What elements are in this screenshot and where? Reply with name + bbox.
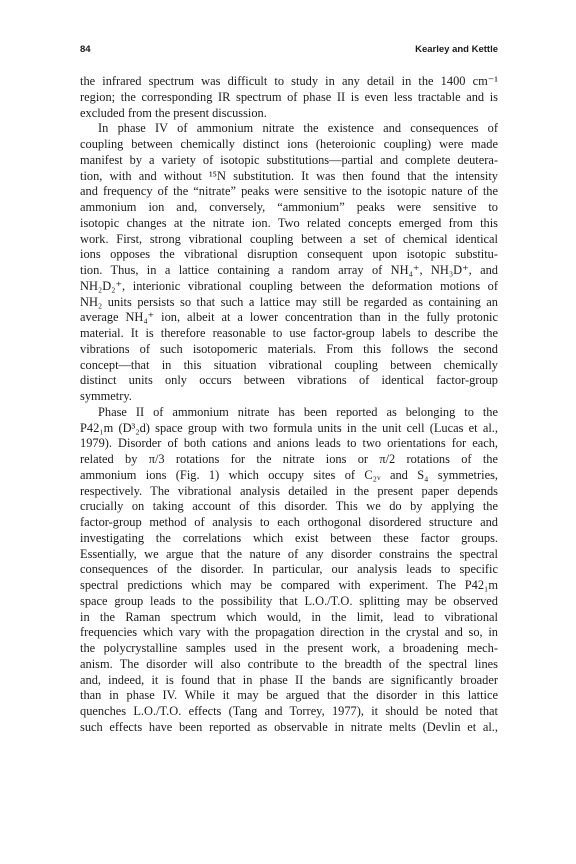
text-line: the polycrystalline samples used in the present work, a broadening mech- <box>80 641 498 655</box>
text-line: coupling between chemically distinct ions (heteroionic coupling) were made <box>80 137 498 151</box>
text-line: excluded from the present discussion. <box>80 105 267 120</box>
text-line: crucially on taking account of this disorder. This we do by applying the <box>80 499 498 514</box>
text-line: distinct units only occurs between vibrations of identical factor-group <box>80 373 498 388</box>
text-line: related by π/3 rotations for the nitrate ions or π/2 rotations of the <box>80 452 498 466</box>
text-line: concept—that in this situation vibrational coupling between chemically <box>80 357 498 372</box>
text-line: space group leads to the possibility that L.O./T.O. splitting may be observed <box>80 593 498 608</box>
text-line: In phase IV of ammonium nitrate the existence and consequences of <box>98 121 498 136</box>
text-line: 1979). Disorder of both cations and anions leads to two orientations for each, <box>80 436 498 451</box>
text-line: isotopic changes at the nitrate ion. Two related concepts emerged from this <box>80 215 498 230</box>
body-text <box>80 74 498 736</box>
text-line: such effects have been reported as observable in nitrate melts (Devlin et al., <box>80 719 498 734</box>
text-line: tion, with and without ¹⁵N substitution. It was then found that the intensity <box>80 168 498 183</box>
text-line: consequences of the disorder. In particular, our analysis leads to specific <box>80 562 498 577</box>
text-line: respectively. The vibrational analysis detailed in the present paper depends <box>80 483 498 498</box>
text-line: Phase II of ammonium nitrate has been reported as belonging to the <box>98 404 498 419</box>
text-line: factor-group method of analysis to each orthogonal disordered structure and <box>80 515 498 529</box>
text-line: average NH₄⁺ ion, albeit at a lower concentration than in the fully protonic <box>80 310 498 325</box>
text-line: vibrations of such isotopomeric materials. From this follows the second <box>80 341 498 356</box>
text-line: symmetry. <box>80 389 132 403</box>
text-line: and frequency of the “nitrate” peaks were sensitive to the isotopic nature of the <box>80 184 498 199</box>
text-line: anism. The disorder will also contribute to the breadth of the spectral lines <box>80 656 498 671</box>
page-number: 84 <box>80 44 91 55</box>
text-line: ammonium ions (Fig. 1) which occupy sites of C₂ᵥ and S₄ symmetries, <box>80 467 498 482</box>
text-line: frequencies which vary with the propagation direction in the crystal and so, in <box>80 625 498 640</box>
text-line: material. It is therefore reasonable to use factor-group labels to describe the <box>80 326 498 340</box>
text-line: in the Raman spectrum which would, in the limit, lead to vibrational <box>80 609 498 624</box>
text-line: work. First, strong vibrational coupling between a set of chemical identical <box>80 231 498 246</box>
text-line: tion. Thus, in a lattice containing a random array of NH₄⁺, NH₃D⁺, and <box>80 263 498 277</box>
text-line: Essentially, we argue that the nature of any disorder constrains the spectral <box>80 546 498 561</box>
text-line: investigating the correlations which exist between these factor groups. <box>80 530 498 545</box>
text-line: than in phase IV. While it may be argued that the disorder in this lattice <box>80 688 498 703</box>
text-line: P42₁m (D³₂d) space group with two formula units in the unit cell (Lucas et al., <box>80 420 498 435</box>
text-line: spectral predictions which may be compared with experiment. The P42₁m <box>80 578 498 592</box>
text-line: NH₂D₂⁺, interionic vibrational coupling between the deformation motions of <box>80 278 498 293</box>
text-line: ammonium ion and, conversely, “ammonium” peaks were sensitive to <box>80 200 498 214</box>
running-header <box>80 44 498 58</box>
text-line: manifest by a variety of isotopic substitutions—partial and complete deutera- <box>80 152 498 167</box>
text-line: region; the corresponding IR spectrum of phase II is even less tractable and is <box>80 89 498 104</box>
text-line: and, indeed, it is found that in phase II the bands are significantly broader <box>80 672 498 687</box>
text-line: the infrared spectrum was difficult to study in any detail in the 1400 cm⁻¹ <box>80 74 498 88</box>
text-line: ions opposes the vibrational disruption consequent upon isotopic substitu- <box>80 247 498 262</box>
text-line: quenches L.O./T.O. effects (Tang and Torrey, 1977), it should be noted that <box>80 704 498 718</box>
text-line: NH₂ units persists so that such a lattice may still be regarded as containing an <box>80 294 498 309</box>
running-title: Kearley and Kettle <box>415 44 498 55</box>
